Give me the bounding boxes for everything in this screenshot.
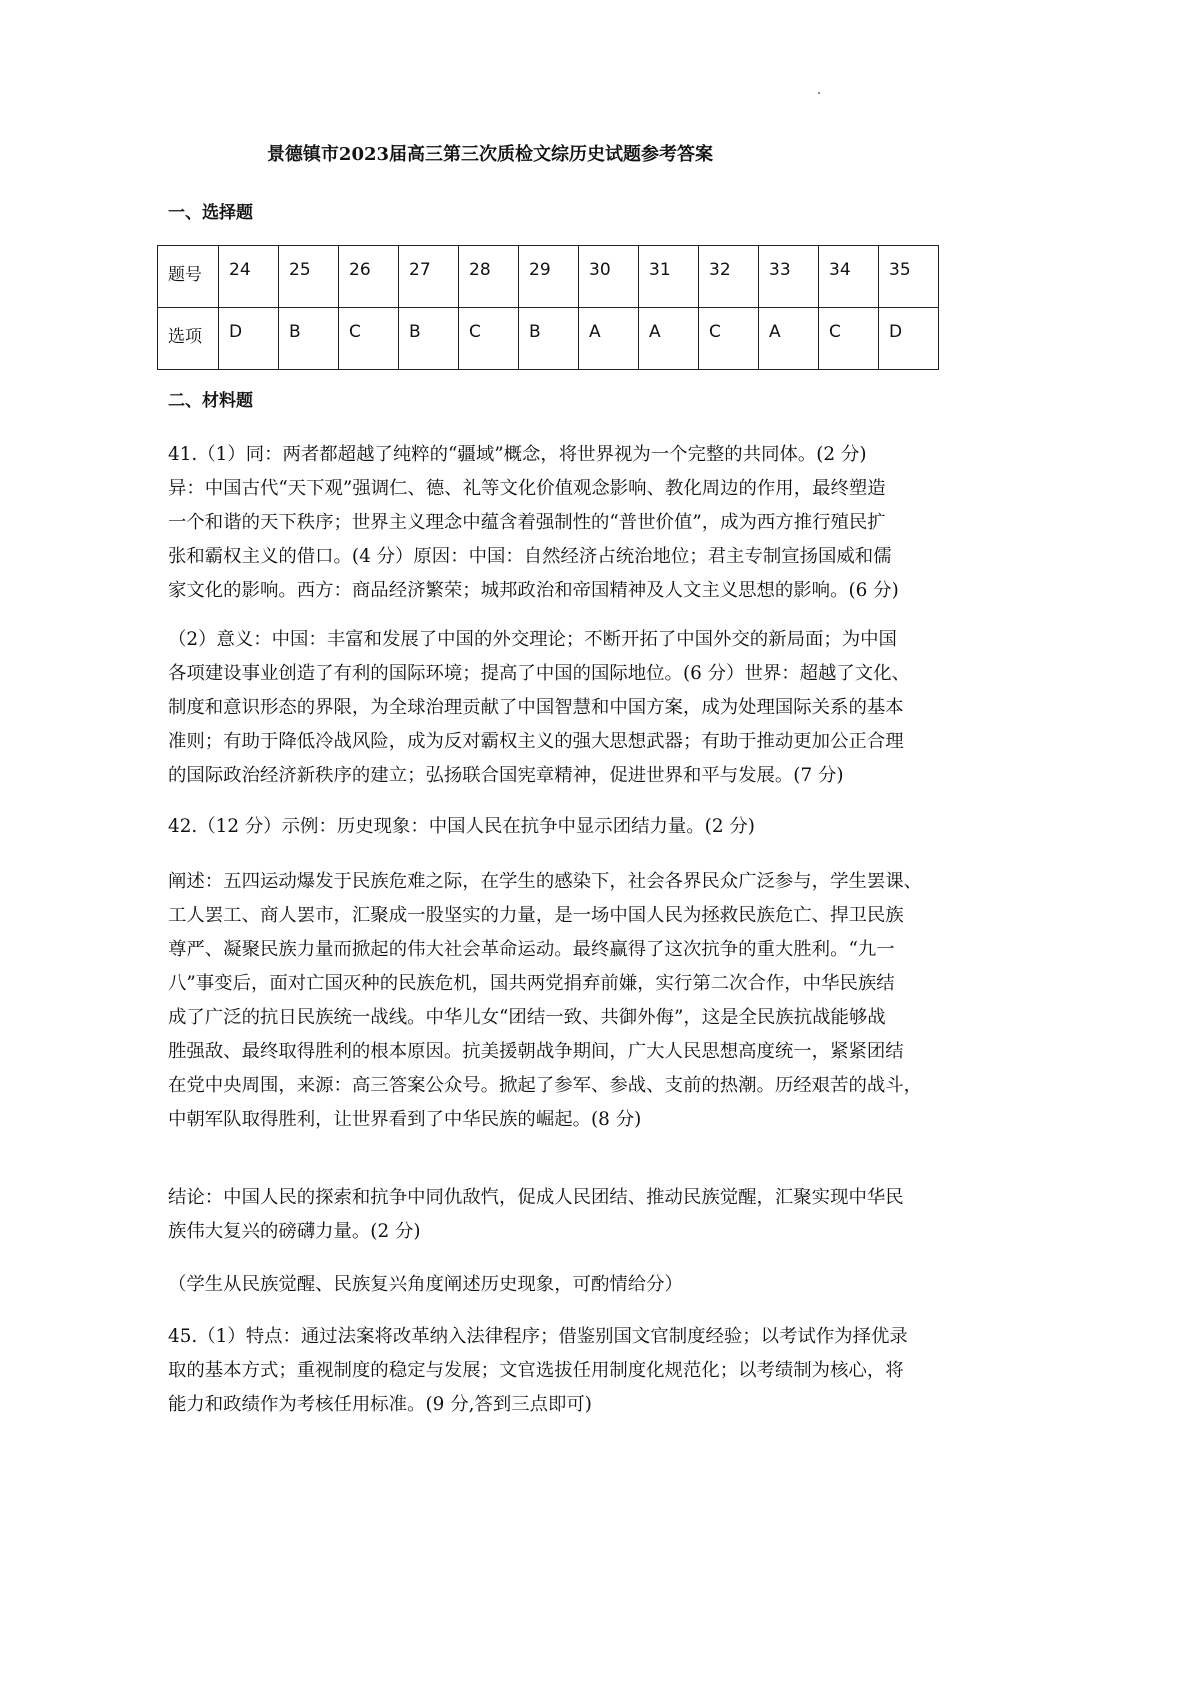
text-line: 42.（12 分）示例：历史现象：中国人民在抗争中显示团结力量。(2 分) — [168, 816, 755, 837]
answer-paragraph — [168, 623, 958, 793]
text-line: 能力和政绩作为考核任用标准。(9 分,答到三点即可) — [168, 1394, 592, 1415]
section-heading-choice: 一、选择题 — [168, 203, 253, 223]
answer-cell: C — [699, 308, 759, 370]
question-number-cell: 29 — [519, 246, 579, 308]
question-number-cell: 27 — [399, 246, 459, 308]
answer-row — [158, 308, 939, 370]
text-line: 胜强敌、最终取得胜利的根本原因。抗美援朝战争期间，广大人民思想高度统一，紧紧团结 — [168, 1041, 904, 1062]
text-line: 尊严、凝聚民族力量而掀起的伟大社会革命运动。最终赢得了这次抗争的重大胜利。“九一 — [168, 939, 895, 960]
answer-paragraph — [168, 810, 958, 844]
question-number-cell: 30 — [579, 246, 639, 308]
text-line: 族伟大复兴的磅礴力量。(2 分) — [168, 1221, 421, 1242]
text-line: 阐述：五四运动爆发于民族危难之际，在学生的感染下，社会各界民众广泛参与，学生罢课、 — [168, 871, 923, 892]
row-header: 题号 — [158, 246, 219, 308]
text-line: 在党中央周围，来源：高三答案公众号。掀起了参军、参战、支前的热潮。历经艰苦的战斗， — [168, 1075, 923, 1096]
question-number-cell: 32 — [699, 246, 759, 308]
question-number-cell: 35 — [879, 246, 939, 308]
text-line: 家文化的影响。西方：商品经济繁荣；城邦政治和帝国精神及人文主义思想的影响。(6 分) — [168, 580, 899, 601]
answer-cell: C — [339, 308, 399, 370]
answer-cell: A — [759, 308, 819, 370]
text-line: 张和霸权主义的借口。(4 分）原因：中国：自然经济占统治地位；君主专制宣扬国威和儒 — [168, 546, 892, 567]
section-heading-material: 二、材料题 — [168, 391, 253, 411]
text-line: 准则；有助于降低冷战风险，成为反对霸权主义的强大思想武器；有助于推动更加公正合理 — [168, 731, 904, 752]
text-line: （学生从民族觉醒、民族复兴角度阐述历史现象，可酌情给分） — [168, 1274, 683, 1295]
answer-paragraph — [168, 865, 958, 1137]
text-line: 的国际政治经济新秩序的建立；弘扬联合国宪章精神，促进世界和平与发展。(7 分) — [168, 765, 844, 786]
answer-paragraph — [168, 438, 958, 608]
question-number-cell: 28 — [459, 246, 519, 308]
text-line: 八”事变后，面对亡国灭种的民族危机，国共两党捐弃前嫌，实行第二次合作，中华民族结 — [168, 973, 895, 994]
answer-cell: B — [279, 308, 339, 370]
question-number-cell: 24 — [219, 246, 279, 308]
answer-cell: A — [579, 308, 639, 370]
text-line: 各项建设事业创造了有利的国际环境；提高了中国的国际地位。(6 分）世界：超越了文化、 — [168, 663, 910, 684]
text-line: 41.（1）同：两者都超越了纯粹的“疆域”概念，将世界视为一个完整的共同体。(2 分) — [168, 444, 867, 465]
question-number-cell: 31 — [639, 246, 699, 308]
answer-cell: B — [399, 308, 459, 370]
answer-cell: C — [459, 308, 519, 370]
text-line: 异：中国古代“天下观”强调仁、德、礼等文化价值观念影响、教化周边的作用，最终塑造 — [168, 478, 886, 499]
answer-cell: D — [219, 308, 279, 370]
text-line: 结论：中国人民的探索和抗争中同仇敌忾，促成人民团结、推动民族觉醒，汇聚实现中华民 — [168, 1187, 904, 1208]
answer-paragraph — [168, 1320, 958, 1422]
question-number-cell: 25 — [279, 246, 339, 308]
answer-cell: B — [519, 308, 579, 370]
answer-cell: D — [879, 308, 939, 370]
question-number-cell: 33 — [759, 246, 819, 308]
row-header: 选项 — [158, 308, 219, 370]
question-number-row — [158, 246, 939, 308]
answer-cell: C — [819, 308, 879, 370]
scan-speck — [818, 92, 820, 94]
text-line: 中朝军队取得胜利，让世界看到了中华民族的崛起。(8 分) — [168, 1109, 642, 1130]
text-line: 工人罢工、商人罢市，汇聚成一股坚实的力量，是一场中国人民为拯救民族危亡、捍卫民族 — [168, 905, 904, 926]
text-line: 45.（1）特点：通过法案将改革纳入法律程序；借鉴别国文官制度经验；以考试作为择优录 — [168, 1326, 908, 1347]
text-line: 一个和谐的天下秩序；世界主义理念中蕴含着强制性的“普世价值”，成为西方推行殖民扩 — [168, 512, 886, 533]
answer-cell: A — [639, 308, 699, 370]
question-number-cell: 34 — [819, 246, 879, 308]
answer-paragraph — [168, 1181, 958, 1249]
answer-paragraph — [168, 1268, 958, 1302]
text-line: 成了广泛的抗日民族统一战线。中华儿女“团结一致、共御外侮”，这是全民族抗战能够战 — [168, 1007, 886, 1028]
text-line: 制度和意识形态的界限，为全球治理贡献了中国智慧和中国方案，成为处理国际关系的基本 — [168, 697, 904, 718]
answer-table — [157, 245, 939, 370]
text-line: 取的基本方式；重视制度的稳定与发展；文官选拔任用制度化规范化；以考绩制为核心，将 — [168, 1360, 904, 1381]
document-title: 景德镇市2023届高三第三次质检文综历史试题参考答案 — [266, 144, 714, 165]
question-number-cell: 26 — [339, 246, 399, 308]
text-line: （2）意义：中国：丰富和发展了中国的外交理论；不断开拓了中国外交的新局面；为中国 — [168, 629, 897, 650]
